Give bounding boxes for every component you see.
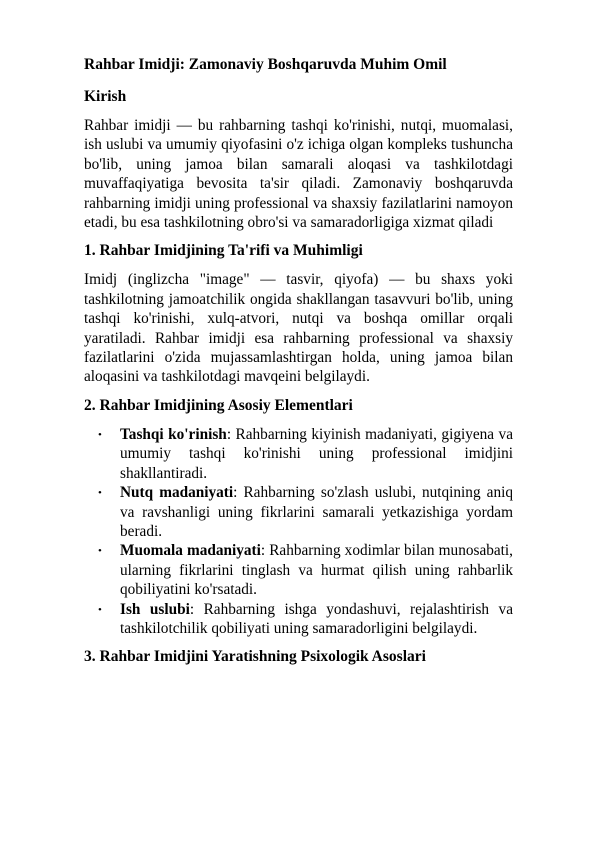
list-item-text: : Rahbarning so'zlash uslubi, nutqining aniq va ravshanligi uning fikrlarini samarali yetkazishiga yordam beradi. (120, 484, 513, 540)
list-item-text: : Rahbarning ishga yondashuvi, rejalashtirish va tashkilotchilik qobiliyati uning samaradorligini belgilaydi. (120, 600, 513, 637)
document-title: Rahbar Imidji: Zamonaviy Boshqaruvda Muhim Omil (84, 56, 447, 73)
section-1-heading: 1. Rahbar Imidjining Ta'rifi va Muhimligi (84, 242, 363, 260)
intro-paragraph: Rahbar imidji — bu rahbarning tashqi ko'rinishi, nutqi, muomalasi, ish uslubi va umumiy qiyofasini o'z ichiga olgan kompleks tushuncha bo'lib, uning jamoa bilan samarali aloqasi va tashkilotdagi muvaffaqiyatiga bevosita ta'sir qiladi. Zamonaviy boshqaruvda rahbarning imidji uning professional va shaxsiy fazilatlarini namoyon etadi, bu esa tashkilotning obro'si va samaradorligiga xizmat qiladi (84, 117, 513, 232)
list-item-text: : Rahbarning kiyinish madaniyati, gigiyena va umumiy tashqi ko'rinishi uning professional imidjini shakllantiradi. (120, 425, 514, 482)
list-item-term: Muomala madaniyati (120, 542, 261, 560)
bullet-icon: • (98, 545, 102, 558)
list-item-text: : Rahbarning xodimlar bilan munosabati, ularning fikrlarini tinglash va hurmat qilish uning rahbarlik qobiliyatini ko'rsatadi. (120, 542, 513, 599)
list-item-ish-uslubi (84, 600, 513, 639)
bullet-icon: • (98, 428, 102, 441)
list-item-muomala-madaniyati (84, 541, 513, 599)
list-item-term: Ish uslubi (120, 600, 190, 618)
list-item-term: Nutq madaniyati (120, 484, 234, 502)
section-3-heading: 3. Rahbar Imidjini Yaratishning Psixologik Asoslari (84, 648, 426, 666)
intro-heading: Kirish (84, 88, 127, 105)
bullet-icon: • (98, 487, 102, 500)
list-item-nutq-madaniyati (84, 483, 513, 541)
section-2-list (84, 425, 513, 638)
section-2-heading: 2. Rahbar Imidjining Asosiy Elementlari (84, 396, 353, 414)
bullet-icon: • (98, 603, 102, 616)
document-page (84, 55, 513, 676)
list-item-tashqi-korinish (84, 425, 513, 483)
list-item-term: Tashqi ko'rinish (120, 425, 227, 443)
section-1-paragraph: Imidj (inglizcha "image" — tasvir, qiyofa) — bu shaxs yoki tashkilotning jamoatchilik ongida shakllangan tasavvuri bo'lib, uning tashqi ko'rinishi, xulq-atvori, nutqi va boshqa omillar orqali yaratiladi. Rahbar imidji esa rahbarning professional va shaxsiy fazilatlarini o'zida mujassamlashtirgan holda, uning jamoa bilan aloqasini va tashkilotdagi mavqeini belgilaydi. (84, 271, 513, 386)
